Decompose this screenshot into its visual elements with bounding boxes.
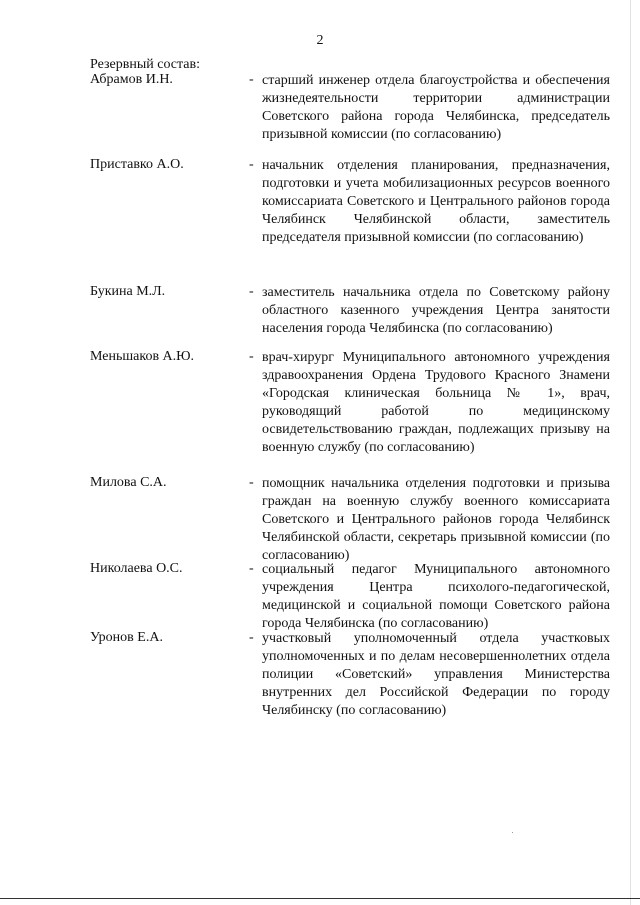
member-dash: - <box>249 630 254 645</box>
member-name: Приставко А.О. <box>90 157 184 172</box>
member-name: Николаева О.С. <box>90 561 183 576</box>
member-description: социальный педагог Муниципального автономного учреждения Центра психолого-педагогической, медицинской и социальной помощи Советского района города Челябинска (по согласованию) <box>262 562 610 631</box>
page-number: 2 <box>316 33 324 48</box>
member-dash: - <box>249 72 254 87</box>
member-dash: - <box>249 349 254 364</box>
member-dash: - <box>249 561 254 576</box>
member-description: заместитель начальника отдела по Советскому району областного казенного учреждения Центра занятости населения города Челябинска (по согласованию) <box>262 285 610 336</box>
member-name: Абрамов И.Н. <box>90 72 173 87</box>
member-name: Милова С.А. <box>90 475 167 490</box>
member-name: Букина М.Л. <box>90 284 166 299</box>
member-name: Уронов Е.А. <box>90 630 163 645</box>
member-dash: - <box>249 157 254 172</box>
member-description: старший инженер отдела благоустройства и обеспечения жизнедеятельности территории администрации Советского района города Челябинска, председатель призывной комиссии (по согласованию) <box>262 73 610 142</box>
scan-speck <box>512 832 513 833</box>
member-description: участковый уполномоченный отдела участковых уполномоченных и по делам несовершеннолетних отдела полиции «Советский» управления Министерства внутренних дел Российской Федерации по городу Челябинску (по согласованию) <box>262 631 610 718</box>
member-description: начальник отделения планирования, предназначения, подготовки и учета мобилизационных ресурсов военного комиссариата Советского и Центрального районов города Челябинск Челябинской области, заместитель председателя призывной комиссии (по согласованию) <box>262 158 610 245</box>
scan-edge-line <box>630 0 631 905</box>
member-description: врач-хирург Муниципального автономного учреждения здравоохранения Ордена Трудового Красного Знамени «Городская клиническая больница № 1», врач, руководящий работой по медицинскому освидетельствованию граждан, подлежащих призыву на военную службу (по согласованию) <box>262 350 610 455</box>
member-dash: - <box>249 475 254 490</box>
member-description: помощник начальника отделения подготовки и призыва граждан на военную службу военного комиссариата Советского и Центрального районов города Челябинск Челябинской области, секретарь призывной комиссии (по согласованию) <box>262 476 610 563</box>
section-title: Резервный состав: <box>90 57 201 72</box>
bottom-rule <box>0 898 640 899</box>
member-dash: - <box>249 284 254 299</box>
member-name: Меньшаков А.Ю. <box>90 349 195 364</box>
